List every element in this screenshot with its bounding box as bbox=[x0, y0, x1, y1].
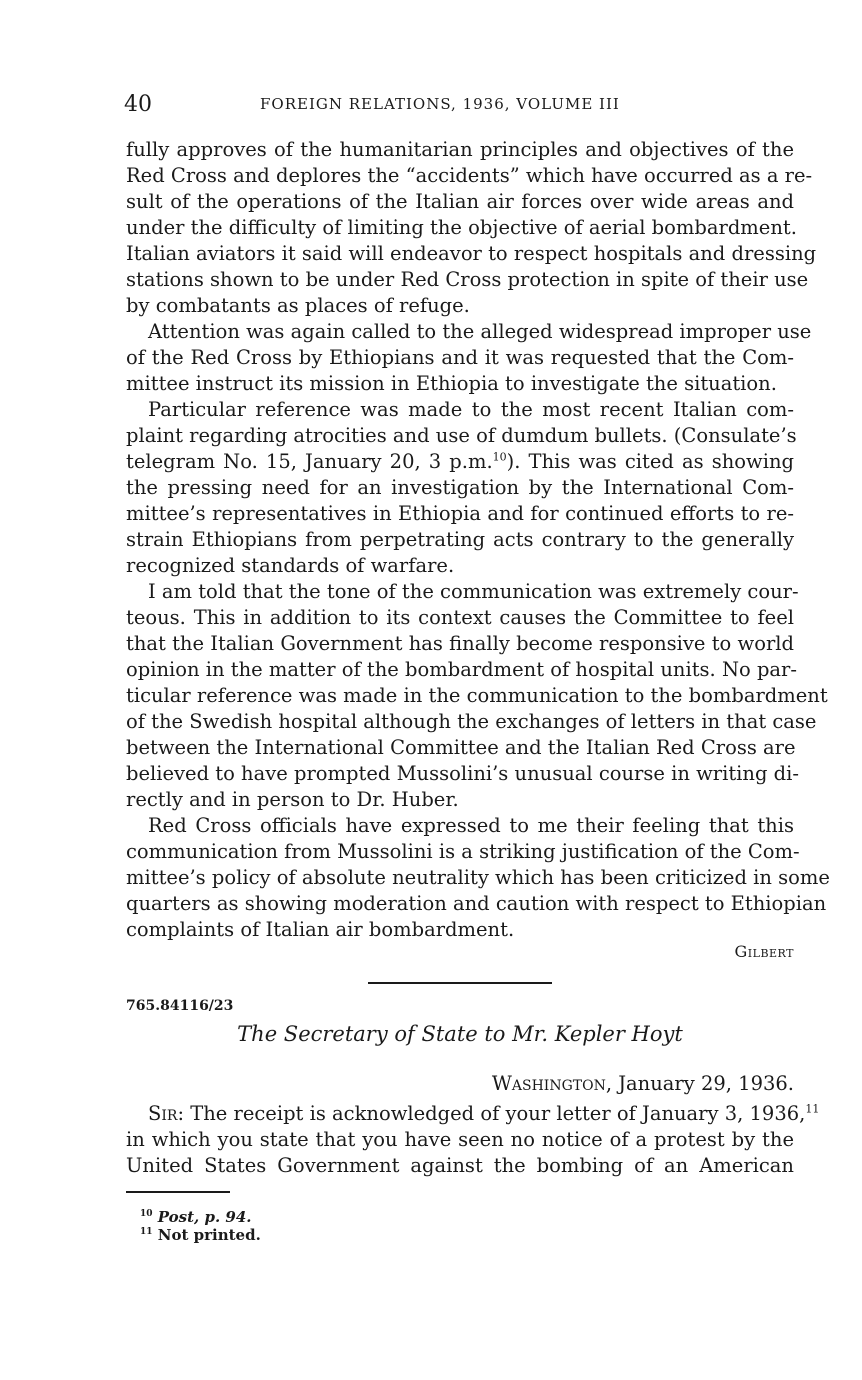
footnote bbox=[140, 1208, 261, 1226]
body-line: mittee instruct its mission in Ethiopia to investigate the situation. bbox=[126, 372, 777, 395]
footnotes bbox=[140, 1208, 261, 1244]
body-line: recognized standards of warfare. bbox=[126, 554, 455, 577]
paragraph-start: Attention was again called to the alleged widespread improper use bbox=[148, 320, 812, 343]
body-line: sult of the operations of the Italian air forces over wide areas and bbox=[126, 190, 794, 213]
footnote-marker: 10 bbox=[140, 1209, 153, 1219]
signature: Gilbert bbox=[734, 942, 794, 961]
dateline-date: , January 29, 1936. bbox=[605, 1072, 794, 1095]
document-title: The Secretary of State to Mr. Kepler Hoyt bbox=[237, 1022, 683, 1046]
running-head: FOREIGN RELATIONS, 1936, VOLUME III bbox=[260, 95, 620, 113]
footnote bbox=[140, 1226, 261, 1244]
body-line: strain Ethiopians from perpetrating acts contrary to the generally bbox=[126, 528, 794, 551]
body-line: under the difficulty of limiting the objective of aerial bombardment. bbox=[126, 216, 797, 239]
letter-line: United States Government against the bombing of an American bbox=[126, 1154, 794, 1177]
footnote-text: Post, p. 94. bbox=[157, 1208, 252, 1226]
footnote-ref-10[interactable]: 10 bbox=[492, 450, 507, 464]
body-line: communication from Mussolini is a striking justification of the Com- bbox=[126, 840, 800, 863]
footnote-text: Not printed. bbox=[157, 1226, 261, 1244]
body-line: of the Red Cross by Ethiopians and it was requested that the Com- bbox=[126, 346, 794, 369]
body-line: by combatants as places of refuge. bbox=[126, 294, 470, 317]
page-header bbox=[124, 92, 794, 122]
body-line: mittee’s representatives in Ethiopia and for continued efforts to re- bbox=[126, 502, 794, 525]
section-divider bbox=[368, 982, 552, 984]
paragraph-start: Red Cross officials have expressed to me their feeling that this bbox=[148, 814, 794, 837]
footnote-marker: 11 bbox=[140, 1227, 153, 1237]
body-line: ticular reference was made in the communication to the bombardment bbox=[126, 684, 828, 707]
body-line: believed to have prompted Mussolini’s unusual course in writing di- bbox=[126, 762, 799, 785]
dateline bbox=[492, 1072, 794, 1095]
body-line: between the International Committee and the Italian Red Cross are bbox=[126, 736, 796, 759]
body-line: quarters as showing moderation and caution with respect to Ethiopian bbox=[126, 892, 827, 915]
telegram-reference: telegram No. 15, January 20, 3 p.m. bbox=[126, 450, 493, 473]
letter-first-line: : The receipt is acknowledged of your letter of January 3, 1936, bbox=[177, 1102, 806, 1125]
letter-line bbox=[126, 1101, 820, 1127]
letter-line: in which you state that you have seen no notice of a protest by the bbox=[126, 1128, 794, 1151]
body-line: of the Swedish hospital although the exchanges of letters in that case bbox=[126, 710, 817, 733]
page-number: 40 bbox=[124, 92, 152, 117]
body-text bbox=[126, 137, 830, 943]
body-line: fully approves of the humanitarian principles and objectives of the bbox=[126, 138, 794, 161]
body-line: mittee’s policy of absolute neutrality which has been criticized in some bbox=[126, 866, 830, 889]
paragraph-start: I am told that the tone of the communication was extremely cour- bbox=[148, 580, 799, 603]
body-line: Red Cross and deplores the “accidents” which have occurred as a re- bbox=[126, 164, 813, 187]
body-line-rest: ). This was cited as showing bbox=[506, 450, 795, 473]
body-line: teous. This in addition to its context causes the Committee to feel bbox=[126, 606, 794, 629]
dateline-place: Washington bbox=[491, 1072, 606, 1095]
salutation: Sir bbox=[148, 1102, 178, 1125]
body-line: Italian aviators it said will endeavor to respect hospitals and dressing bbox=[126, 242, 817, 265]
body-line bbox=[126, 449, 794, 475]
body-line: complaints of Italian air bombardment. bbox=[126, 918, 515, 941]
body-line: that the Italian Government has finally become responsive to world bbox=[126, 632, 794, 655]
footnote-ref-11[interactable]: 11 bbox=[805, 1102, 820, 1116]
footnote-divider bbox=[126, 1191, 230, 1193]
body-line: plaint regarding atrocities and use of dumdum bullets. (Consulate’s bbox=[126, 424, 797, 447]
body-line: opinion in the matter of the bombardment of hospital units. No par- bbox=[126, 658, 797, 681]
letter-text bbox=[126, 1101, 820, 1179]
body-line: the pressing need for an investigation by the International Com- bbox=[126, 476, 794, 499]
paragraph-start: Particular reference was made to the most recent Italian com- bbox=[148, 398, 794, 421]
file-number: 765.84116/23 bbox=[126, 998, 234, 1014]
body-line: rectly and in person to Dr. Huber. bbox=[126, 788, 459, 811]
body-line: stations shown to be under Red Cross protection in spite of their use bbox=[126, 268, 809, 291]
